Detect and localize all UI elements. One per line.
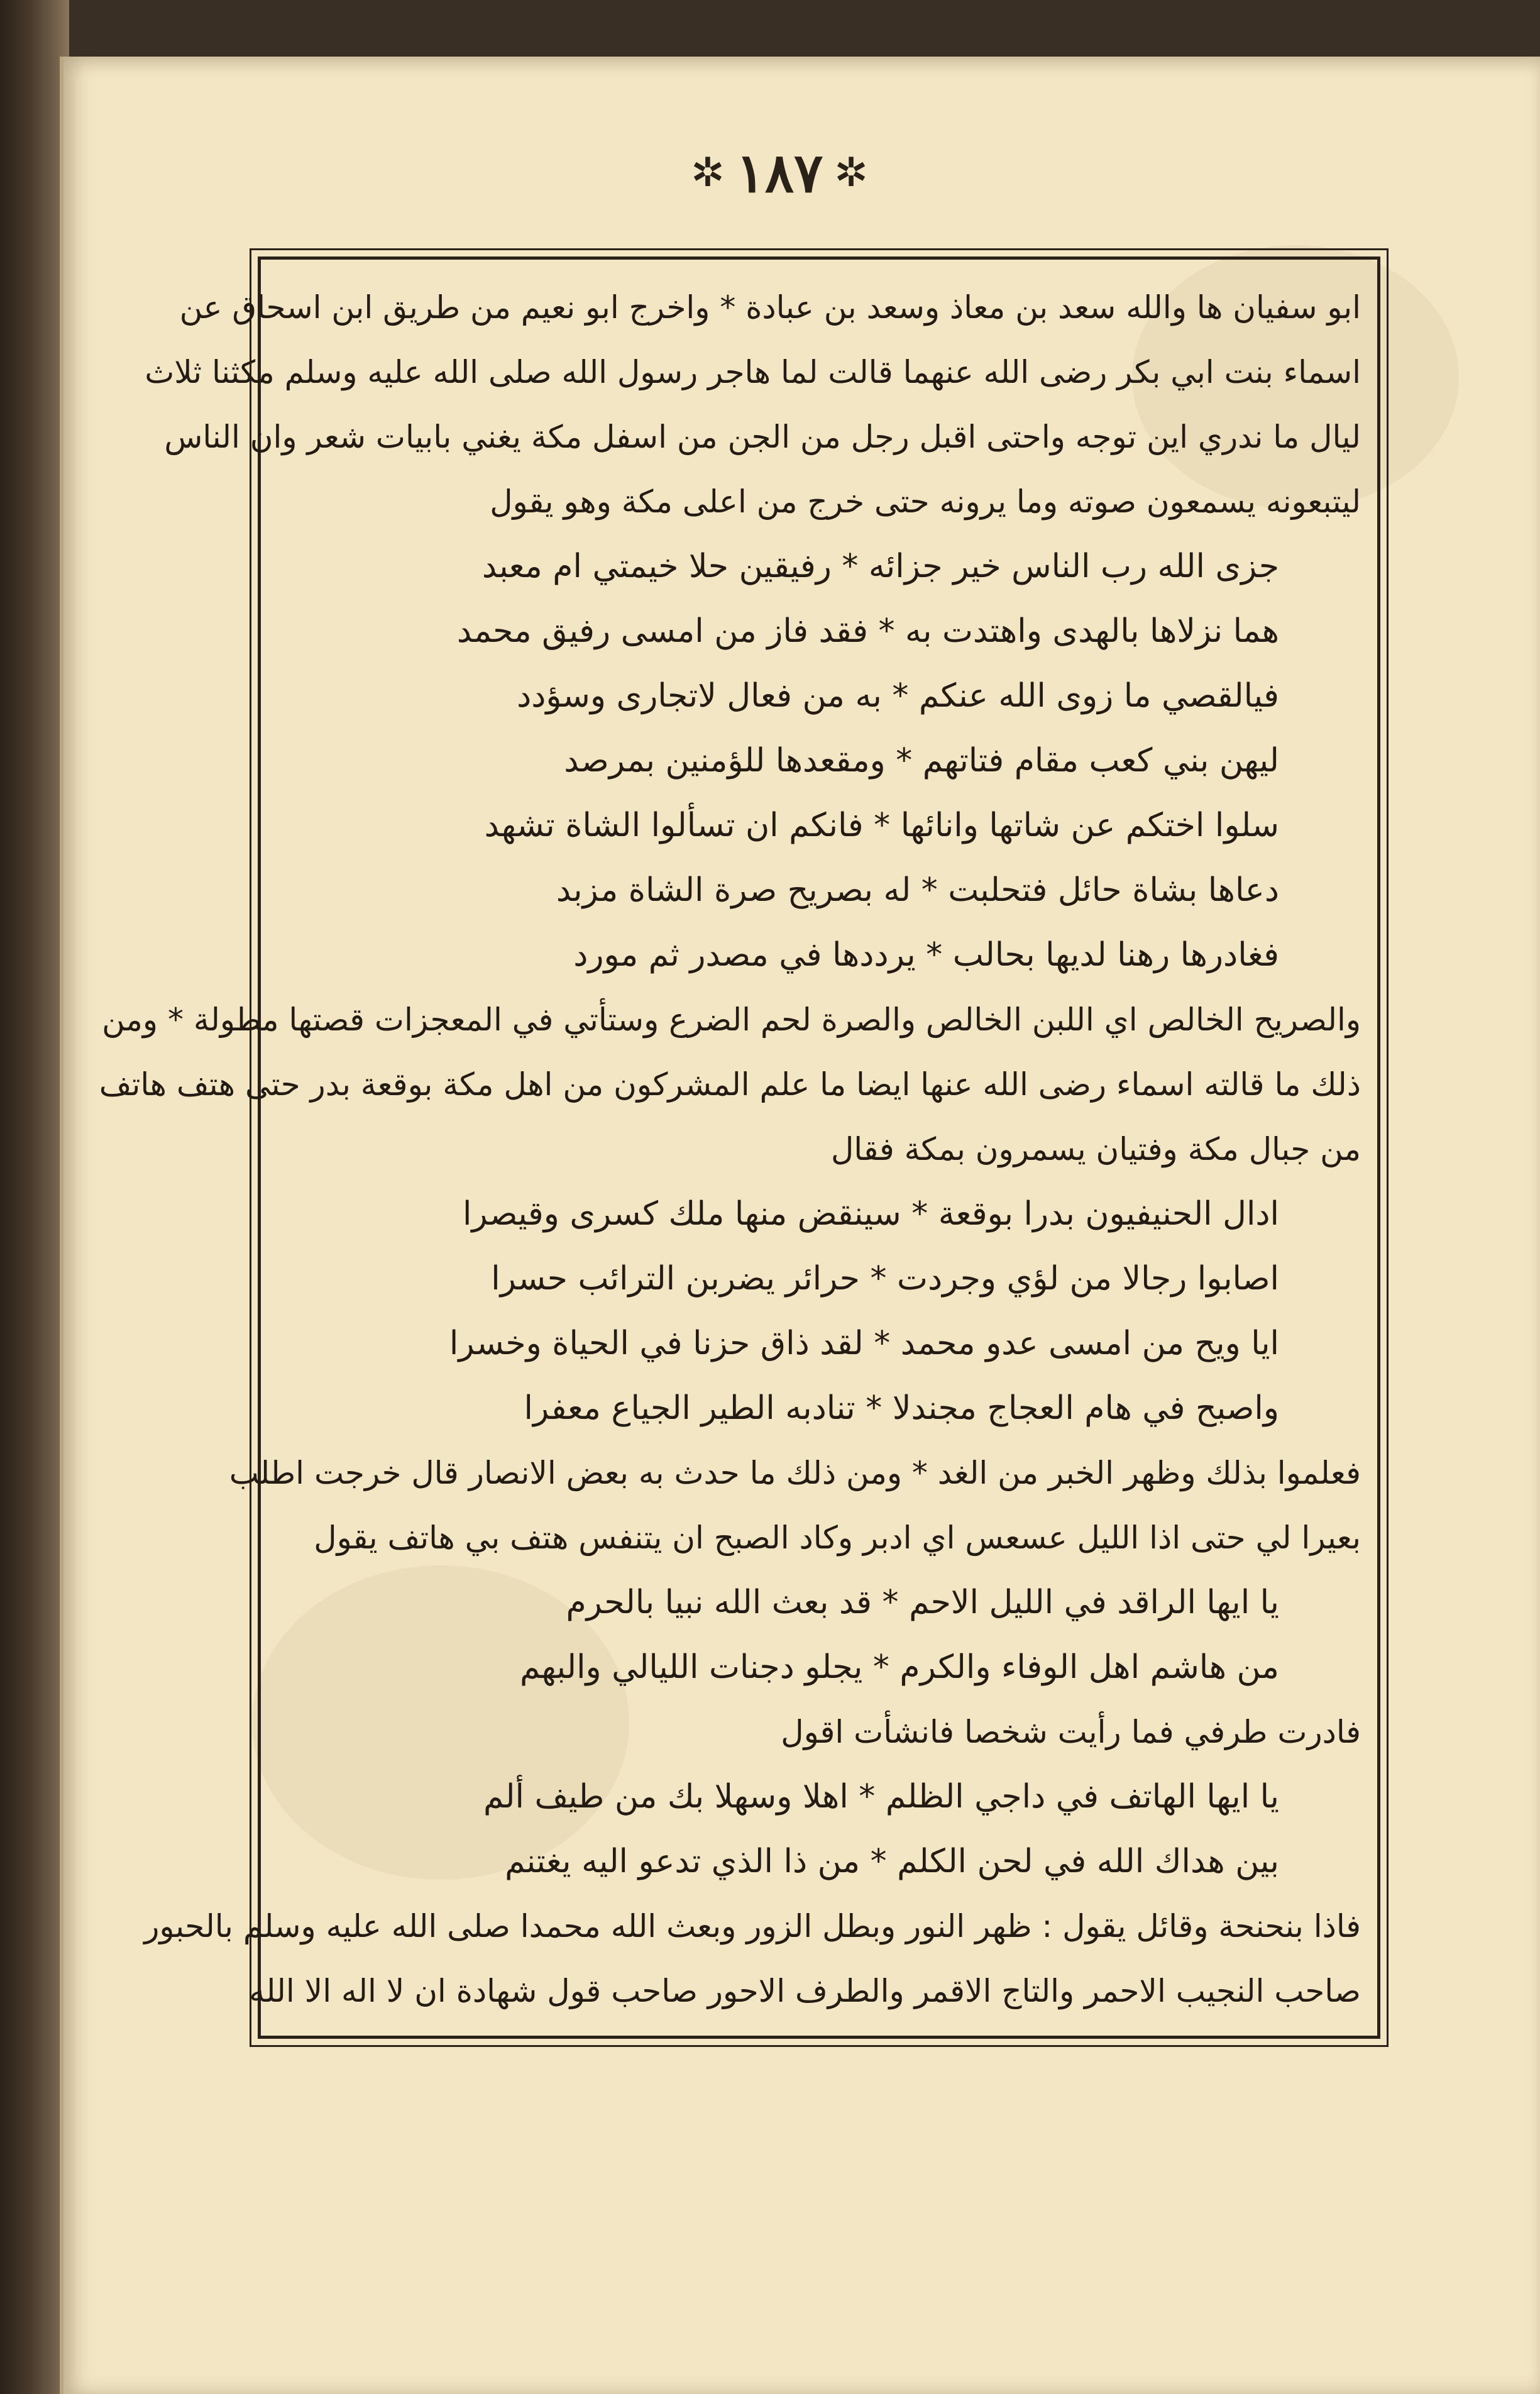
verse-line: اصابوا رجالا من لؤي وجردت * حرائر يضربن الترائب حسرا [491,1260,1279,1298]
verse-line: بين هداك الله في لحن الكلم * من ذا الذي تدعو اليه يغتنم [505,1843,1279,1880]
verse-line: من هاشم اهل الوفاء والكرم * يجلو دجنات الليالي والبهم [519,1648,1279,1686]
ornament-right-icon: ✲ [834,150,868,196]
prose-line: من جبال مكة وفتيان يسمرون بمكة فقال [830,1131,1361,1167]
prose-line: فادرت طرفي فما رأيت شخصا فانشأت اقول [781,1714,1361,1750]
page-number-header [679,135,880,211]
verse-line: فيالقصي ما زوى الله عنكم * به من فعال لاتجارى وسؤدد [517,677,1279,715]
verse-line: سلوا اختكم عن شاتها وانائها * فانكم ان تسألوا الشاة تشهد [484,807,1279,844]
prose-line: ليتبعونه يسمعون صوته وما يرونه حتى خرج من اعلى مكة وهو يقول [490,483,1361,520]
prose-line: ابو سفيان ها والله سعد بن معاذ وسعد بن عبادة * واخرج ابو نعيم من طريق ابن اسحاق عن [179,289,1361,326]
prose-line: صاحب النجيب الاحمر والتاج الاقمر والطرف الاحور صاحب قول شهادة ان لا اله الا الله [249,1973,1361,2009]
prose-line: والصريح الخالص اي اللبن الخالص والصرة لحم الضرع وستأتي في المعجزات قصتها مطولة * ومن [102,1001,1361,1038]
verse-line: هما نزلاها بالهدى واهتدت به * فقد فاز من امسى رفيق محمد [456,612,1279,650]
prose-line: بعيرا لي حتى اذا الليل عسعس اي ادبر وكاد الصبح ان يتنفس هتف بي هاتف يقول [314,1520,1361,1556]
verse-line: فغادرها رهنا لديها بحالب * يرددها في مصدر ثم مورد [573,936,1279,974]
verse-line: جزى الله رب الناس خير جزائه * رفيقين حلا خيمتي ام معبد [481,548,1279,585]
prose-line: اسماء بنت ابي بكر رضى الله عنهما قالت لما هاجر رسول الله صلى الله عليه وسلم مكثنا ثلاث [145,354,1361,390]
book-binding-edge [0,0,69,2394]
verse-line: واصبح في هام العجاج مجندلا * تنادبه الطير الجياع معفرا [524,1389,1279,1427]
prose-line: ذلك ما قالته اسماء رضى الله عنها ايضا ما علم المشركون من اهل مكة بوقعة بدر حتى هتف هاتف [99,1066,1361,1103]
prose-line: ليال ما ندري اين توجه واحتى اقبل رجل من الجن من اسفل مكة يغني بابيات شعر وان الناس [164,419,1361,455]
ornament-left-icon: ✲ [691,150,725,196]
prose-line: فاذا بنحنحة وقائل يقول : ظهر النور وبطل الزور وبعث الله محمدا صلى الله عليه وسلم بالحبور [144,1908,1361,1944]
verse-line: يا ايها الهاتف في داجي الظلم * اهلا وسهلا بك من طيف ألم [483,1778,1279,1816]
verse-line: ايا ويح من امسى عدو محمد * لقد ذاق حزنا في الحياة وخسرا [449,1325,1279,1362]
verse-line: ادال الحنيفيون بدرا بوقعة * سينقض منها ملك كسرى وقيصرا [462,1195,1279,1233]
verse-line: دعاها بشاة حائل فتحلبت * له بصريح صرة الشاة مزبد [556,871,1279,909]
verse-line: يا ايها الراقد في الليل الاحم * قد بعث الله نبيا بالحرم [566,1584,1279,1621]
prose-line: فعلموا بذلك وظهر الخبر من الغد * ومن ذلك ما حدث به بعض الانصار قال خرجت اطلب [229,1455,1361,1491]
page-number: ١٨٧ [735,141,823,205]
main-text-block [99,270,1361,2024]
verse-line: ليهن بني كعب مقام فتاتهم * ومقعدها للؤمنين بمرصد [564,742,1279,780]
